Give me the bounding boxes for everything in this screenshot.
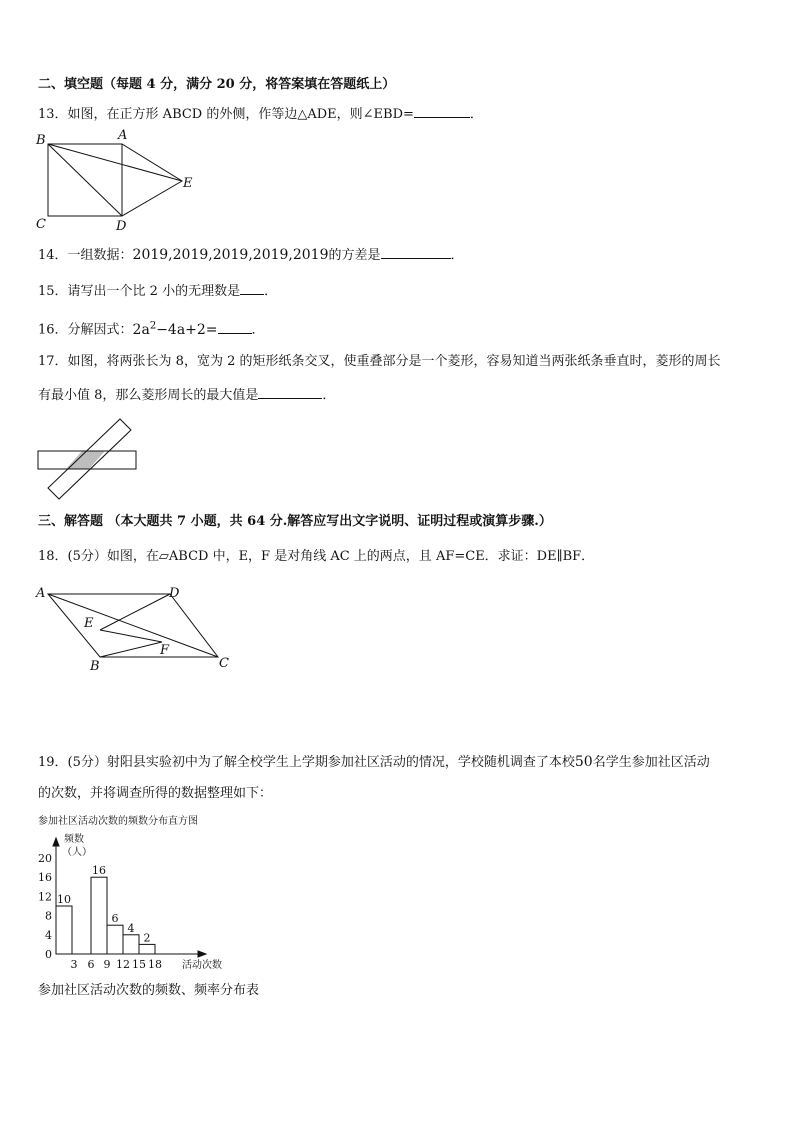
crossed-strips-figure — [32, 414, 144, 504]
x-axis-arrow — [198, 951, 206, 957]
y-axis-arrow — [53, 838, 59, 846]
answer-blank-16[interactable] — [218, 320, 252, 334]
label-a: A — [118, 128, 128, 143]
question-16: 16．分解因式：$2a^2-4a+2=$ ． — [38, 320, 265, 338]
x-tick-label: 12 — [116, 958, 130, 971]
y-tick-label: 8 — [45, 909, 52, 923]
y-tick-label: 0 — [45, 948, 52, 961]
label-e: E — [183, 176, 193, 191]
factor-expression: $2a^2-4a+2=$ — [132, 320, 218, 338]
label-b: B — [90, 659, 100, 674]
segment-de — [100, 594, 170, 630]
x-tick-label: 6 — [87, 958, 95, 971]
question-15: 15．请写出一个比 2 小的无理数是 ． — [38, 281, 277, 301]
diagonal-bd — [48, 144, 122, 216]
bar-value-label: 10 — [57, 893, 71, 906]
parallelogram-figure — [30, 582, 240, 674]
segment-fb — [100, 642, 162, 657]
question-14: 14．一组数据：2019,2019,2019,2019,2019的方差是 ． — [38, 247, 464, 263]
question-17-line-2: 有最小值 8，那么菱形周长的最大值是 ． — [38, 385, 335, 405]
x-tick-label: 18 — [148, 958, 162, 971]
bar-value-label: 16 — [92, 864, 106, 878]
square-triangle-figure — [30, 124, 200, 234]
x-tick-label: 15 — [132, 958, 146, 971]
label-c: C — [219, 656, 229, 671]
y-tick-label: 12 — [38, 890, 52, 904]
answer-blank-15[interactable] — [240, 281, 264, 295]
y-tick-label: 4 — [45, 928, 52, 942]
segment-ef — [100, 630, 162, 642]
question-13: 13．如图，在正方形 ABCD 的外侧，作等边△ADE，则∠EBD= ． — [38, 104, 483, 124]
triangle-ade — [122, 144, 182, 216]
bar-value-label: 2 — [143, 931, 151, 945]
label-e: E — [84, 616, 94, 631]
frequency-histogram — [30, 828, 250, 976]
sample-size: 50 — [574, 754, 593, 770]
question-17-line-1: 17．如图，将两张长为 8，宽为 2 的矩形纸条交叉，使重叠部分是一个菱形，容易知道当两张纸条垂直时，菱形的周长 — [38, 354, 721, 369]
bar-value-label: 4 — [127, 921, 135, 935]
x-tick-label: 9 — [103, 958, 111, 971]
label-c: C — [36, 217, 46, 232]
histogram-bar — [56, 906, 72, 954]
question-13-text: 13．如图，在正方形 ABCD 的外侧，作等边△ADE，则∠EBD= — [38, 107, 414, 122]
histogram-bar — [91, 877, 107, 954]
histogram-bar — [107, 925, 123, 954]
histogram-bar — [123, 935, 139, 954]
question-19-line-2: 的次数，并将调查所得的数据整理如下： — [38, 786, 273, 801]
question-19-line-1: 19．(5分）射阳县实验初中为了解全校学生上学期参加社区活动的情况，学校随机调查了本校50名学生参加社区活动 — [38, 754, 710, 770]
section-3-heading: 三、解答题 （本大题共 7 小题，共 64 分.解答应写出文字说明、证明过程或演算步骤.） — [38, 514, 552, 529]
y-axis-label-top: 频数 — [64, 834, 84, 845]
y-tick-label: 16 — [38, 871, 52, 885]
label-b: B — [36, 133, 46, 148]
label-d: D — [169, 586, 180, 601]
segment-be — [48, 144, 182, 181]
x-tick-label: 3 — [70, 958, 78, 971]
section-2-heading: 二、填空题（每题 4 分，满分 20 分，将答案填在答题纸上） — [38, 77, 396, 92]
label-d: D — [116, 219, 127, 234]
y-axis-label-unit: （人） — [62, 847, 92, 858]
answer-blank-14[interactable] — [381, 245, 451, 259]
question-18: 18．(5分）如图，在▱ABCD 中，E，F 是对角线 AC 上的两点，且 AF=CE．求证：DE∥BF． — [38, 549, 595, 564]
answer-blank-17[interactable] — [258, 385, 322, 399]
data-list: 2019,2019,2019,2019,2019 — [132, 247, 329, 263]
y-tick-label: 20 — [38, 852, 52, 865]
histogram-bar — [139, 944, 155, 954]
x-axis-label: 活动次数 — [182, 960, 222, 971]
label-a: A — [36, 586, 46, 601]
chart-title: 参加社区活动次数的频数分布直方图 — [38, 816, 198, 827]
table-caption: 参加社区活动次数的频数、频率分布表 — [38, 983, 260, 998]
answer-blank-13[interactable] — [414, 104, 470, 118]
bar-value-label: 6 — [111, 912, 119, 926]
label-f: F — [160, 643, 170, 658]
